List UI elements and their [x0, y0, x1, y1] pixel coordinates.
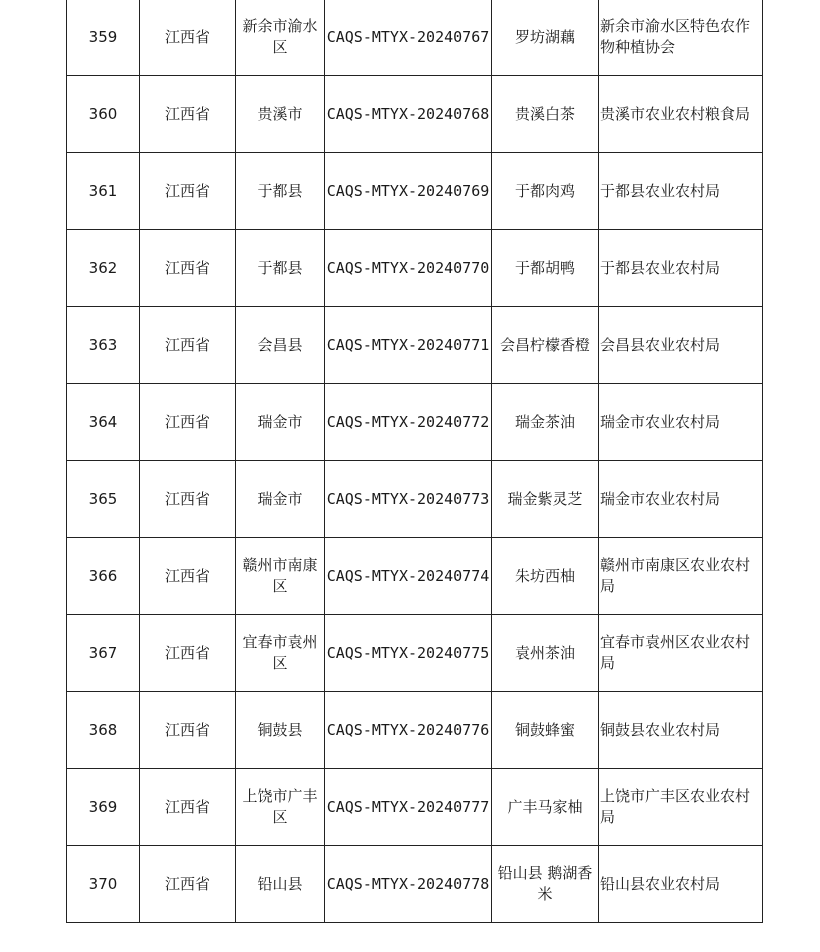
province-cell [140, 461, 236, 538]
table-row [67, 0, 763, 76]
product-name-cell [492, 384, 599, 461]
region-cell-text: 贵溪市 [257, 104, 303, 123]
row-number-cell [67, 307, 140, 384]
product-name-cell-text: 于都肉鸡 [514, 181, 575, 200]
registration-code-cell [325, 615, 492, 692]
product-name-cell [492, 76, 599, 153]
product-name-cell [492, 0, 599, 76]
row-number-cell-text: 362 [88, 258, 118, 277]
applicant-org-cell [599, 538, 763, 615]
province-cell-text: 江西省 [164, 489, 210, 508]
table-row [67, 76, 763, 153]
table-row [67, 230, 763, 307]
table-row [67, 692, 763, 769]
registration-code-cell-text: CAQS-MTYX-20240778 [326, 874, 490, 893]
applicant-org-cell-text: 瑞金市农业农村局 [600, 489, 721, 508]
applicant-org-cell-text: 宜春市袁州区农业农村局 [600, 633, 751, 672]
applicant-org-cell [599, 0, 763, 76]
region-cell [236, 846, 325, 923]
row-number-cell-text: 368 [88, 720, 118, 739]
registration-code-cell [325, 769, 492, 846]
applicant-org-cell [599, 230, 763, 307]
applicant-org-cell [599, 692, 763, 769]
province-cell-text: 江西省 [164, 335, 210, 354]
row-number-cell-text: 360 [88, 104, 118, 123]
province-cell [140, 615, 236, 692]
province-cell [140, 769, 236, 846]
product-name-cell-text: 会昌柠檬香橙 [499, 335, 590, 354]
product-name-cell-text: 瑞金茶油 [514, 412, 575, 431]
row-number-cell [67, 384, 140, 461]
product-name-cell-text: 贵溪白茶 [514, 104, 575, 123]
table-row [67, 846, 763, 923]
region-cell [236, 615, 325, 692]
table-row [67, 153, 763, 230]
province-cell [140, 307, 236, 384]
registration-code-cell-text: CAQS-MTYX-20240772 [326, 412, 490, 431]
province-cell [140, 153, 236, 230]
province-cell [140, 538, 236, 615]
registration-code-cell-text: CAQS-MTYX-20240774 [326, 566, 490, 585]
region-cell-text: 于都县 [257, 258, 303, 277]
product-registry-table [66, 0, 763, 923]
applicant-org-cell [599, 76, 763, 153]
province-cell-text: 江西省 [164, 643, 210, 662]
applicant-org-cell-text: 赣州市南康区农业农村局 [600, 556, 751, 595]
row-number-cell-text: 366 [88, 566, 118, 585]
region-cell-text: 瑞金市 [257, 489, 303, 508]
registration-code-cell [325, 384, 492, 461]
registration-code-cell [325, 307, 492, 384]
province-cell-text: 江西省 [164, 874, 210, 893]
applicant-org-cell [599, 384, 763, 461]
row-number-cell-text: 369 [88, 797, 118, 816]
product-name-cell [492, 769, 599, 846]
province-cell-text: 江西省 [164, 181, 210, 200]
applicant-org-cell-text: 铅山县农业农村局 [600, 874, 721, 893]
applicant-org-cell-text: 贵溪市农业农村粮食局 [600, 104, 751, 123]
registration-code-cell [325, 692, 492, 769]
product-name-cell-text: 于都胡鸭 [514, 258, 575, 277]
registration-code-cell-text: CAQS-MTYX-20240775 [326, 643, 490, 662]
registration-code-cell [325, 0, 492, 76]
applicant-org-cell-text: 瑞金市农业农村局 [600, 412, 721, 431]
registration-code-cell-text: CAQS-MTYX-20240776 [326, 720, 490, 739]
row-number-cell [67, 538, 140, 615]
registration-code-cell [325, 846, 492, 923]
region-cell [236, 692, 325, 769]
province-cell-text: 江西省 [164, 720, 210, 739]
applicant-org-cell-text: 于都县农业农村局 [600, 258, 721, 277]
region-cell-text: 赣州市南康区 [242, 556, 318, 595]
region-cell [236, 0, 325, 76]
applicant-org-cell [599, 615, 763, 692]
row-number-cell [67, 769, 140, 846]
row-number-cell-text: 364 [88, 412, 118, 431]
product-name-cell-text: 铅山县 鹅湖香米 [497, 864, 593, 903]
product-name-cell [492, 692, 599, 769]
row-number-cell-text: 359 [88, 27, 118, 46]
province-cell-text: 江西省 [164, 27, 210, 46]
table-row [67, 384, 763, 461]
table-row [67, 307, 763, 384]
registration-code-cell [325, 538, 492, 615]
product-name-cell-text: 袁州茶油 [514, 643, 575, 662]
applicant-org-cell-text: 上饶市广丰区农业农村局 [600, 787, 751, 826]
province-cell-text: 江西省 [164, 258, 210, 277]
product-name-cell [492, 846, 599, 923]
region-cell [236, 153, 325, 230]
registration-code-cell [325, 153, 492, 230]
applicant-org-cell [599, 846, 763, 923]
table-row [67, 538, 763, 615]
row-number-cell-text: 365 [88, 489, 118, 508]
row-number-cell-text: 363 [88, 335, 118, 354]
registration-code-cell-text: CAQS-MTYX-20240773 [326, 489, 490, 508]
row-number-cell-text: 361 [88, 181, 118, 200]
product-name-cell-text: 广丰马家柚 [507, 797, 583, 816]
product-name-cell-text: 罗坊湖藕 [514, 27, 575, 46]
province-cell [140, 76, 236, 153]
applicant-org-cell-text: 铜鼓县农业农村局 [600, 720, 721, 739]
row-number-cell [67, 76, 140, 153]
region-cell-text: 新余市渝水区 [242, 17, 318, 56]
province-cell-text: 江西省 [164, 566, 210, 585]
product-name-cell [492, 538, 599, 615]
region-cell [236, 230, 325, 307]
table-row [67, 615, 763, 692]
applicant-org-cell-text: 新余市渝水区特色农作物种植协会 [600, 17, 751, 56]
row-number-cell [67, 230, 140, 307]
region-cell-text: 宜春市袁州区 [242, 633, 318, 672]
region-cell [236, 307, 325, 384]
row-number-cell [67, 461, 140, 538]
product-name-cell [492, 461, 599, 538]
region-cell-text: 会昌县 [257, 335, 303, 354]
product-name-cell-text: 朱坊西柚 [514, 566, 575, 585]
region-cell [236, 769, 325, 846]
registration-code-cell-text: CAQS-MTYX-20240777 [326, 797, 490, 816]
table-row [67, 769, 763, 846]
row-number-cell [67, 846, 140, 923]
province-cell [140, 384, 236, 461]
registration-code-cell-text: CAQS-MTYX-20240770 [326, 258, 490, 277]
table-row [67, 461, 763, 538]
province-cell [140, 692, 236, 769]
region-cell [236, 538, 325, 615]
region-cell-text: 铜鼓县 [257, 720, 303, 739]
registration-code-cell-text: CAQS-MTYX-20240769 [326, 181, 490, 200]
product-name-cell-text: 瑞金紫灵芝 [507, 489, 583, 508]
region-cell [236, 384, 325, 461]
row-number-cell [67, 615, 140, 692]
applicant-org-cell [599, 461, 763, 538]
province-cell-text: 江西省 [164, 797, 210, 816]
product-name-cell [492, 153, 599, 230]
applicant-org-cell [599, 769, 763, 846]
region-cell [236, 461, 325, 538]
registration-code-cell-text: CAQS-MTYX-20240767 [326, 27, 490, 46]
applicant-org-cell-text: 会昌县农业农村局 [600, 335, 721, 354]
applicant-org-cell [599, 307, 763, 384]
product-name-cell-text: 铜鼓蜂蜜 [514, 720, 575, 739]
registration-code-cell [325, 76, 492, 153]
region-cell-text: 铅山县 [257, 874, 303, 893]
region-cell-text: 于都县 [257, 181, 303, 200]
province-cell [140, 0, 236, 76]
product-name-cell [492, 307, 599, 384]
registration-code-cell [325, 461, 492, 538]
applicant-org-cell-text: 于都县农业农村局 [600, 181, 721, 200]
region-cell [236, 76, 325, 153]
province-cell-text: 江西省 [164, 412, 210, 431]
province-cell-text: 江西省 [164, 104, 210, 123]
region-cell-text: 瑞金市 [257, 412, 303, 431]
registration-code-cell [325, 230, 492, 307]
table-body [67, 0, 763, 923]
row-number-cell [67, 153, 140, 230]
row-number-cell [67, 692, 140, 769]
applicant-org-cell [599, 153, 763, 230]
province-cell [140, 230, 236, 307]
row-number-cell-text: 367 [88, 643, 118, 662]
product-name-cell [492, 615, 599, 692]
registration-code-cell-text: CAQS-MTYX-20240771 [326, 335, 490, 354]
registration-code-cell-text: CAQS-MTYX-20240768 [326, 104, 490, 123]
product-name-cell [492, 230, 599, 307]
row-number-cell [67, 0, 140, 76]
province-cell [140, 846, 236, 923]
region-cell-text: 上饶市广丰区 [242, 787, 318, 826]
row-number-cell-text: 370 [88, 874, 118, 893]
